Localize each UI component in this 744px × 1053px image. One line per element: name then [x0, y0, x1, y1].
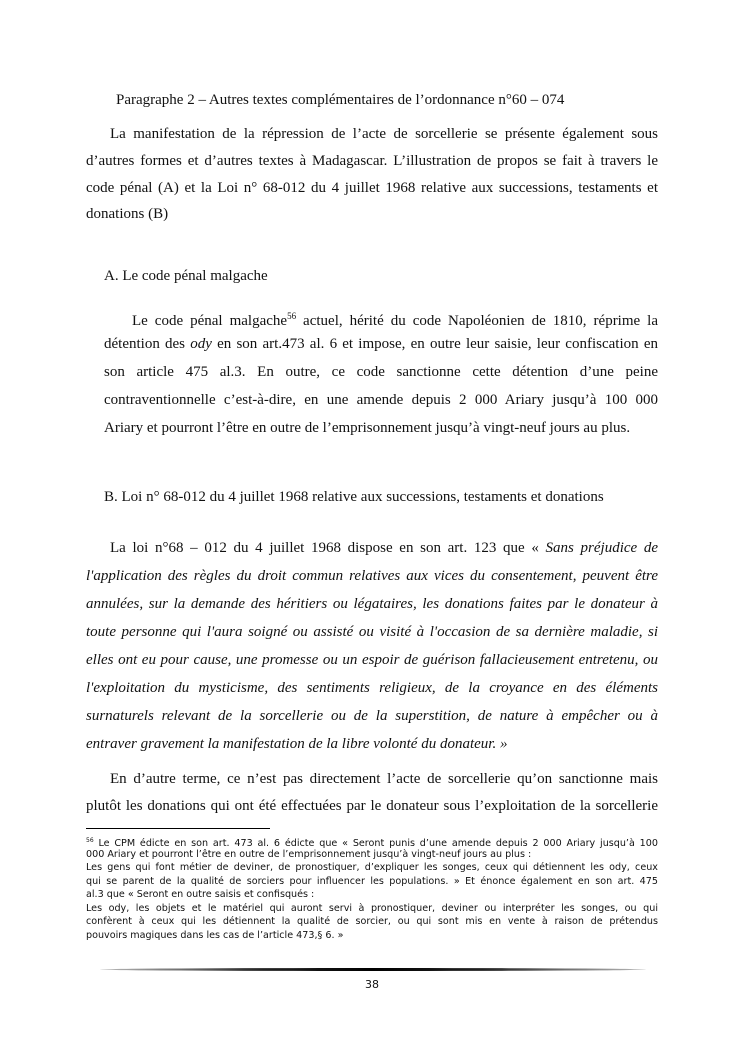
- section-b-quote-line: [86, 735, 658, 753]
- text-run: donations (B): [86, 206, 169, 222]
- text-run: Le code pénal malgache: [132, 313, 288, 329]
- text-run: Paragraphe 2 – Autres textes complémentaires de l’ordonnance n°60 – 074: [116, 92, 565, 108]
- text-run: ody: [190, 336, 212, 352]
- text-run: détention des: [104, 336, 191, 352]
- footnote-reference: 56: [287, 311, 297, 321]
- footnote-line: [86, 848, 658, 862]
- text-run: En d’autre terme, ce n’est pas directement l’acte de sorcellerie qu’on sanctionne mais: [110, 771, 658, 787]
- subsection-b-title: [104, 488, 664, 506]
- subsection-a-title: [104, 267, 504, 285]
- section-a-paragraph-line: [104, 391, 658, 409]
- text-run: entraver gravement la manifestation de la libre volonté du donateur. »: [86, 736, 508, 752]
- section-b-quote-line: [86, 595, 658, 613]
- text-run: Les gens qui font métier de deviner, de pronostiquer, d’expliquer les songes, ceux qui détiennent les ody, ceux: [86, 862, 658, 873]
- text-run: A. Le code pénal malgache: [104, 268, 268, 284]
- footer-rule: [100, 968, 646, 971]
- section-b-quote-line: [86, 707, 658, 725]
- section-b-quote-line: [86, 679, 658, 697]
- section-a-paragraph-line: [104, 363, 658, 381]
- text-run: actuel, hérité du code Napoléonien de 1810, réprime la: [296, 313, 658, 329]
- text-run: Les ody, les objets et le matériel qui auront servi à pronostiquer, deviner ou interpréter les songes, ou qui: [86, 903, 658, 914]
- text-run: toute personne qui l'aura soigné ou assisté ou visité à l'occasion de sa dernière maladie, si: [86, 624, 658, 640]
- text-run: son article 475 al.3. En outre, ce code sanctionne cette détention d’une peine: [104, 364, 658, 380]
- text-run: Ariary et pourront l’être en outre de l’emprisonnement jusqu’à vingt-neuf jours au plus.: [104, 420, 631, 436]
- text-run: 000 Ariary et pourront l’être en outre de l’emprisonnement jusqu’à vingt-neuf jours au plus :: [86, 849, 532, 860]
- text-run: d’autres formes et d’autres textes à Madagascar. L’illustration de propos se fait à travers le: [86, 153, 658, 169]
- section-a-paragraph-line: [132, 307, 658, 330]
- text-run: La manifestation de la répression de l’acte de sorcellerie se présente également sous: [110, 126, 658, 142]
- footnote-line: [86, 902, 658, 916]
- footnote-separator: [86, 828, 270, 829]
- text-run: code pénal (A) et la Loi n° 68-012 du 4 juillet 1968 relative aux successions, testaments et: [86, 180, 658, 196]
- section-a-paragraph-line: [104, 335, 658, 353]
- text-run: Le CPM édicte en son art. 473 al. 6 édicte que « Seront punis d’une amende depuis 2 000 Ariary jusqu’à 100: [93, 838, 658, 849]
- conclusion-paragraph-line: [86, 797, 658, 815]
- section-b-quote-line: [86, 651, 658, 669]
- text-run: annulées, sur la demande des héritiers ou légataires, les donations faites par le donateur à: [86, 596, 658, 612]
- text-run: plutôt les donations qui ont été effectuées par le donateur sous l’exploitation de la sorcellerie: [86, 798, 658, 814]
- section-a-paragraph-line: [104, 419, 658, 437]
- intro-paragraph-line: [110, 125, 658, 143]
- section-b-quote-line: [86, 567, 658, 585]
- text-run: surnaturels relevant de la sorcellerie ou de la superstition, de nature à empêcher ou à: [86, 708, 658, 724]
- footnote-reference: 56: [86, 837, 94, 844]
- text-run: al.3 que « Seront en outre saisis et confisqués :: [86, 889, 315, 900]
- text-run: qui se parent de la qualité de sorciers pour influencer les populations. » Et énonce également en son art. 475: [86, 876, 658, 887]
- footnote-line: [86, 861, 658, 875]
- text-run: confèrent à ceux qui les détiennent la qualité de sorcier, ou qui sont mis en vente à raison de prétendus: [86, 916, 658, 927]
- section-heading: [116, 91, 676, 109]
- text-run: La loi n°68 – 012 du 4 juillet 1968 dispose en son art. 123 que «: [110, 540, 546, 556]
- intro-paragraph-line: [86, 179, 658, 197]
- text-run: Sans préjudice de: [545, 540, 659, 556]
- text-run: B. Loi n° 68-012 du 4 juillet 1968 relative aux successions, testaments et donations: [104, 489, 604, 505]
- text-run: en son art.473 al. 6 et impose, en outre leur saisie, leur confiscation en: [211, 336, 658, 352]
- intro-paragraph-line: [86, 152, 658, 170]
- text-run: pouvoirs magiques dans les cas de l’article 473,§ 6. »: [86, 930, 344, 941]
- text-run: contraventionnelle c’est-à-dire, en une amende depuis 2 000 Ariary jusqu’à 100 000: [104, 392, 658, 408]
- section-b-quote-line: [110, 539, 658, 557]
- footnote-line: [86, 875, 658, 889]
- text-run: elles ont eu pour cause, une promesse ou un espoir de guérison fallacieusement entretenu, ou: [86, 652, 658, 668]
- footnote-line: [86, 888, 658, 902]
- intro-paragraph-line: [86, 205, 658, 223]
- footnote-line: [86, 915, 658, 929]
- conclusion-paragraph-line: [110, 770, 658, 788]
- page-number: 38: [365, 978, 379, 991]
- text-run: l'exploitation du mysticisme, des sentiments religieux, de la croyance en des éléments: [86, 680, 658, 696]
- footnote-line: [86, 929, 658, 943]
- text-run: l'application des règles du droit commun relatives aux vices du consentement, peuvent être: [86, 568, 658, 584]
- section-b-quote-line: [86, 623, 658, 641]
